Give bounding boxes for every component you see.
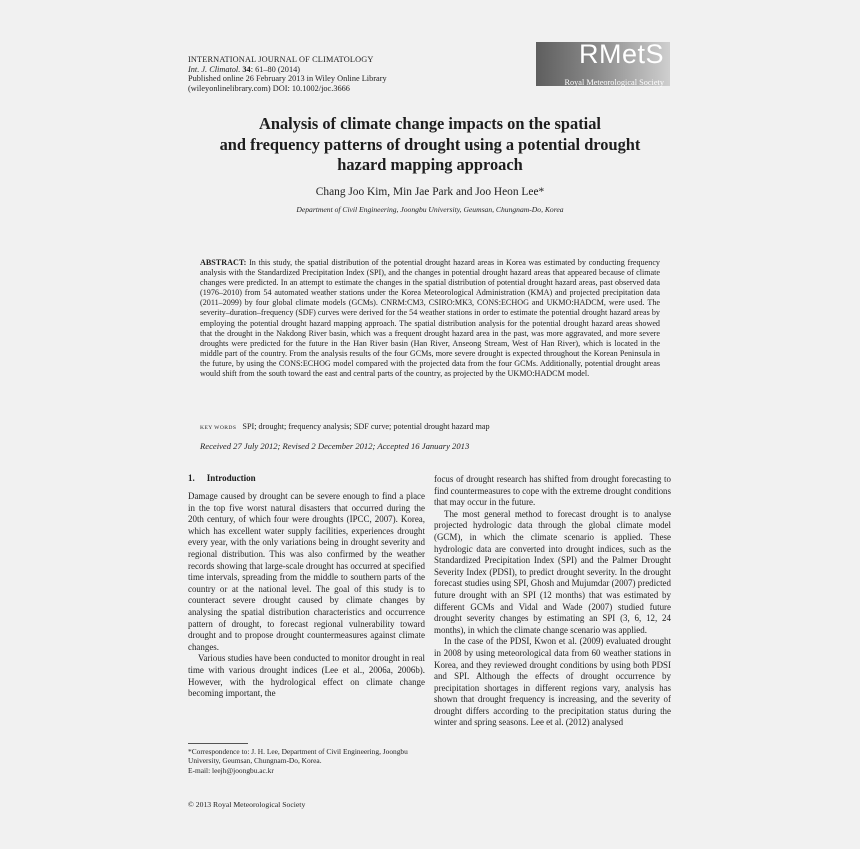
title-line: hazard mapping approach (337, 155, 523, 174)
title-line: and frequency patterns of drought using a potential drought (219, 134, 641, 154)
logo-wordmark: RMetS (578, 39, 664, 69)
paragraph: focus of drought research has shifted from drought forecasting to find countermeasures to cope with the extreme drought conditions that may occur in the future. (434, 474, 671, 508)
paper-title (170, 114, 690, 176)
doi: (wileyonlinelibrary.com) DOI: 10.1002/joc.3666 (188, 83, 350, 93)
copyright: © 2013 Royal Meteorological Society (188, 800, 306, 809)
rmets-logo (536, 39, 670, 87)
paragraph: In the case of the PDSI, Kwon et al. (2009) evaluated drought in 2008 by using meteorological data from 60 weather stations in Korea, and they reviewed drought conditions by using both PDSI and SPI. Although the effects of drought occurrence by precipitation shortages in different regions vary, analysis has shown that drought frequency is increasing, and the severity of drought differs according to the precipitation status during the winter and spring seasons. Lee et al. (2012) analysed (434, 636, 671, 728)
title-line: Analysis of climate change impacts on the spatial (259, 114, 601, 133)
abstract-text: In this study, the spatial distribution of the potential drought hazard areas in Korea was estimated by conducting frequency analysis with the Standardized Precipitation Index (SPI), and the changes in potential drought hazard areas that appeared because of climate changes were predicted. In an attempt to estimate the changes in the spatial distribution of potential drought hazard areas, past observed data (1976–2010) from 54 automated weather stations under the Korea Meteorological Administration (KMA) and projected precipitation data (2011–2099) by four global climate models (GCMs). CNRM:CM3, CSIRO:MK3, CONS:ECHOG and UKMO:HADCM, were used. The severity–duration–frequency (SDF) curves were derived for the 54 weather stations in order to estimate the potential drought hazard areas by employing the potential drought hazard mapping approach. The spatial distribution analysis for the potential drought hazard areas showed that the drought in the Nakdong River basin, which was a frequent drought hazard area in the past, was more aggravated, and more severe droughts were predicted for the future in the Han River basin (Han River, Anseong Stream, West of Han River), which is located in the middle part of the country. From the analysis results of the four GCMs, more severe drought is expected throughout the Korean Peninsula in the future, by using the CONS:ECHOG model compared with the projected data from the four GCMs. Additionally, potential drought areas would shift from the south toward the east and central parts of the country, as projected by the UKMO:HADCM model. (200, 258, 660, 379)
paragraph: Various studies have been conducted to monitor drought in real time with various drought indices (Lee et al., 2006a, 2006b). However, with the hydrological effect on climate change becoming important, the (188, 653, 425, 699)
published-online: Published online 26 February 2013 in Wiley Online Library (188, 74, 387, 84)
section-number: 1. (188, 473, 195, 483)
keywords (200, 422, 490, 431)
abstract-label: ABSTRACT: (200, 258, 247, 267)
footnote-divider (188, 743, 248, 744)
correspondence: *Correspondence to: J. H. Lee, Department of Civil Engineering, Joongbu University, Geumsan, Chungnam-Do, Korea. (188, 747, 408, 766)
paragraph: The most general method to forecast drought is to analyse projected hydrologic data through the global climate model (GCM), in which the climate scenario is applied. These hydrologic data are converted into drought indices, such as the Standardized Precipitation Index (SPI) and the Palmer Drought Severity Index (PDSI), to predict drought severity. In the drought forecast studies using SPI, Ghosh and Mujumdar (2007) predicted future drought with an SPI (12 months) that was estimated by different GCMs and Vidal and Wade (2007) studied future drought severity changes by estimating an SPI (3, 6, 12, 24 months), in which the climate change scenario was applied. (434, 508, 671, 635)
paragraph: Damage caused by drought can be severe enough to find a place in the top five worst natural disasters that occurred during the 20th century, of which four were droughts (IPCC, 2007). Korea, which has excellent water supply facilities, experiences drought every year, with the only variations being in drought severity and regional distribution. This was also confirmed by the weather records showing that large-scale drought has occurred at specified time intervals, spreading from the middle to southern parts of the country or at the national level. The goal of this study is to counteract severe drought caused by climate changes by analysing the spatial distribution characteristics and occurrence pattern of drought, to forecast regional vulnerability toward drought and to propose drought countermeasures against climate changes. (188, 491, 425, 652)
abstract (200, 258, 660, 379)
authors: Chang Joo Kim, Min Jae Park and Joo Heon Lee* (315, 186, 545, 198)
section-heading (188, 473, 256, 483)
left-column (188, 491, 425, 700)
affiliation: Department of Civil Engineering, Joongbu University, Geumsan, Chungnam-Do, Korea (296, 205, 564, 214)
right-column (434, 474, 671, 729)
journal-header (188, 55, 518, 93)
logo-subtitle: Royal Meteorological Society (564, 78, 664, 87)
journal-citation: Int. J. Climatol. 34: 61–80 (2014) (188, 64, 301, 74)
keywords-text: SPI; drought; frequency analysis; SDF curve; potential drought hazard map (242, 422, 490, 431)
footnote (188, 747, 428, 775)
received-dates: Received 27 July 2012; Revised 2 December 2012; Accepted 16 January 2013 (200, 441, 470, 451)
journal-name: INTERNATIONAL JOURNAL OF CLIMATOLOGY (188, 55, 374, 64)
section-title: Introduction (206, 473, 256, 483)
keywords-label: KEY WORDS (200, 425, 237, 431)
email: E-mail: leejh@joongbu.ac.kr (188, 765, 274, 775)
